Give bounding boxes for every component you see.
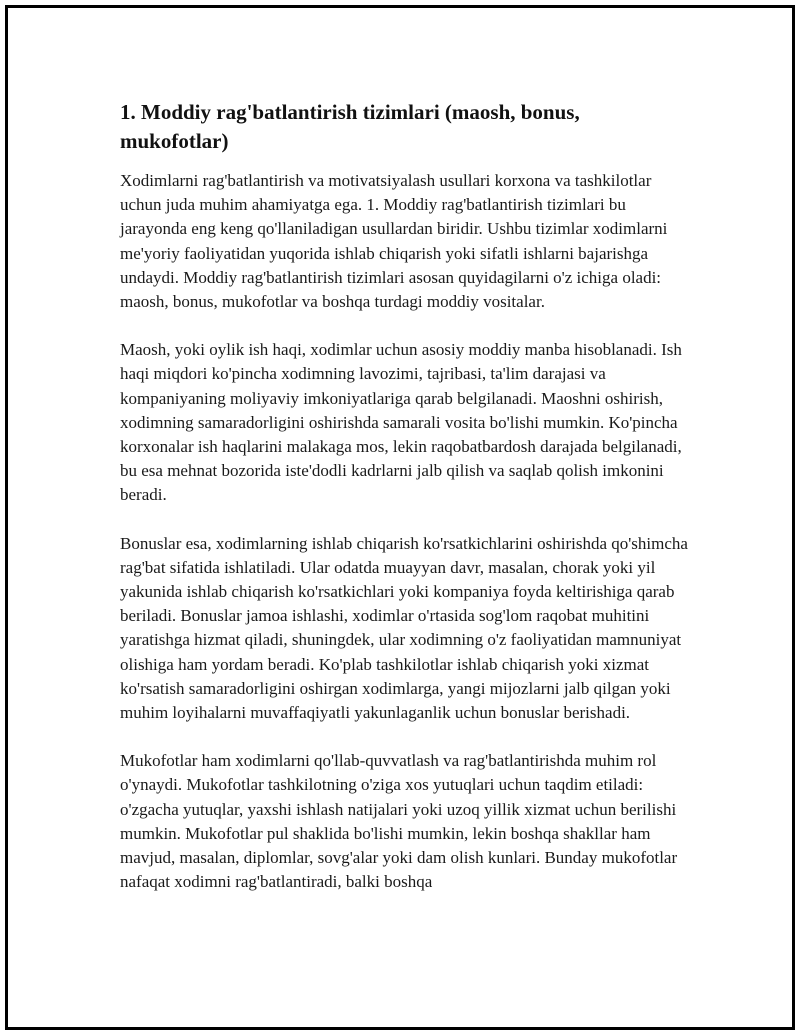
document-body — [120, 98, 688, 918]
paragraph-salary: Maosh, yoki oylik ish haqi, xodimlar uchun asosiy moddiy manba hisoblanadi. Ish haqi miqdori ko'pincha xodimning lavozimi, tajribasi, ta'lim darajasi va kompaniyaning moliyaviy imkoniyatlariga qarab belgilanadi. Maoshni oshirish, xodimning samaradorligini oshirishda samarali vosita bo'lishi mumkin. Ko'pincha korxonalar ish haqlarini malakaga mos, lekin raqobatbardosh darajada belgilanadi, bu esa mehnat bozorida iste'dodli kadrlarni jalb qilish va saqlab qolish imkonini beradi. — [120, 340, 682, 505]
paragraph-bonuses: Bonuslar esa, xodimlarning ishlab chiqarish ko'rsatkichlarini oshirishda qo'shimcha rag'bat sifatida ishlatiladi. Ular odatda muayyan davr, masalan, chorak yoki yil yakunida ishlab chiqarish ko'rsatkichlari yoki kompaniya foyda keltirishiga qarab beriladi. Bonuslar jamoa ishlashi, xodimlar o'rtasida sog'lom raqobat muhitini yaratishga hizmat qiladi, shuningdek, ular xodimning o'z faoliyatidan mamnuniyat olishiga ham yordam beradi. Ko'plab tashkilotlar ishlab chiqarish yoki xizmat ko'rsatish samaradorligini oshirgan xodimlarga, yangi mijozlarni jalb qilgan yoki muhim loyihalarni muvaffaqiyatli yakunlaganlik uchun bonuslar berishadi. — [120, 533, 688, 723]
paragraph-intro: Xodimlarni rag'batlantirish va motivatsiyalash usullari korxona va tashkilotlar uchun juda muhim ahamiyatga ega. 1. Moddiy rag'batlantirish tizimlari bu jarayonda eng keng qo'llaniladigan usullardan biridir. Ushbu tizimlar xodimlarni me'yoriy faoliyatidan yuqorida ishlab chiqarish yoki sifatli ishlarni bajarishga undaydi. Moddiy rag'batlantirish tizimlari asosan quyidagilarni o'z ichiga oladi: maosh, bonus, mukofotlar va boshqa turdagi moddiy vositalar. — [120, 171, 668, 312]
section-heading: 1. Moddiy rag'batlantirish tizimlari (maosh, bonus, mukofotlar) — [120, 100, 580, 153]
page-frame — [5, 5, 795, 1030]
paragraph-awards: Mukofotlar ham xodimlarni qo'llab-quvvatlash va rag'batlantirishda muhim rol o'ynaydi. Mukofotlar tashkilotning o'ziga xos yutuqlari uchun taqdim etiladi: o'zgacha yutuqlar, yaxshi ishlash natijalari yoki uzoq yillik xizmat uchun berilishi mumkin. Mukofotlar pul shaklida bo'lishi mumkin, lekin boshqa shakllar ham mavjud, masalan, diplomlar, sovg'alar yoki dam olish kunlari. Bunday mukofotlar nafaqat xodimni rag'batlantiradi, balki boshqa — [120, 751, 678, 892]
